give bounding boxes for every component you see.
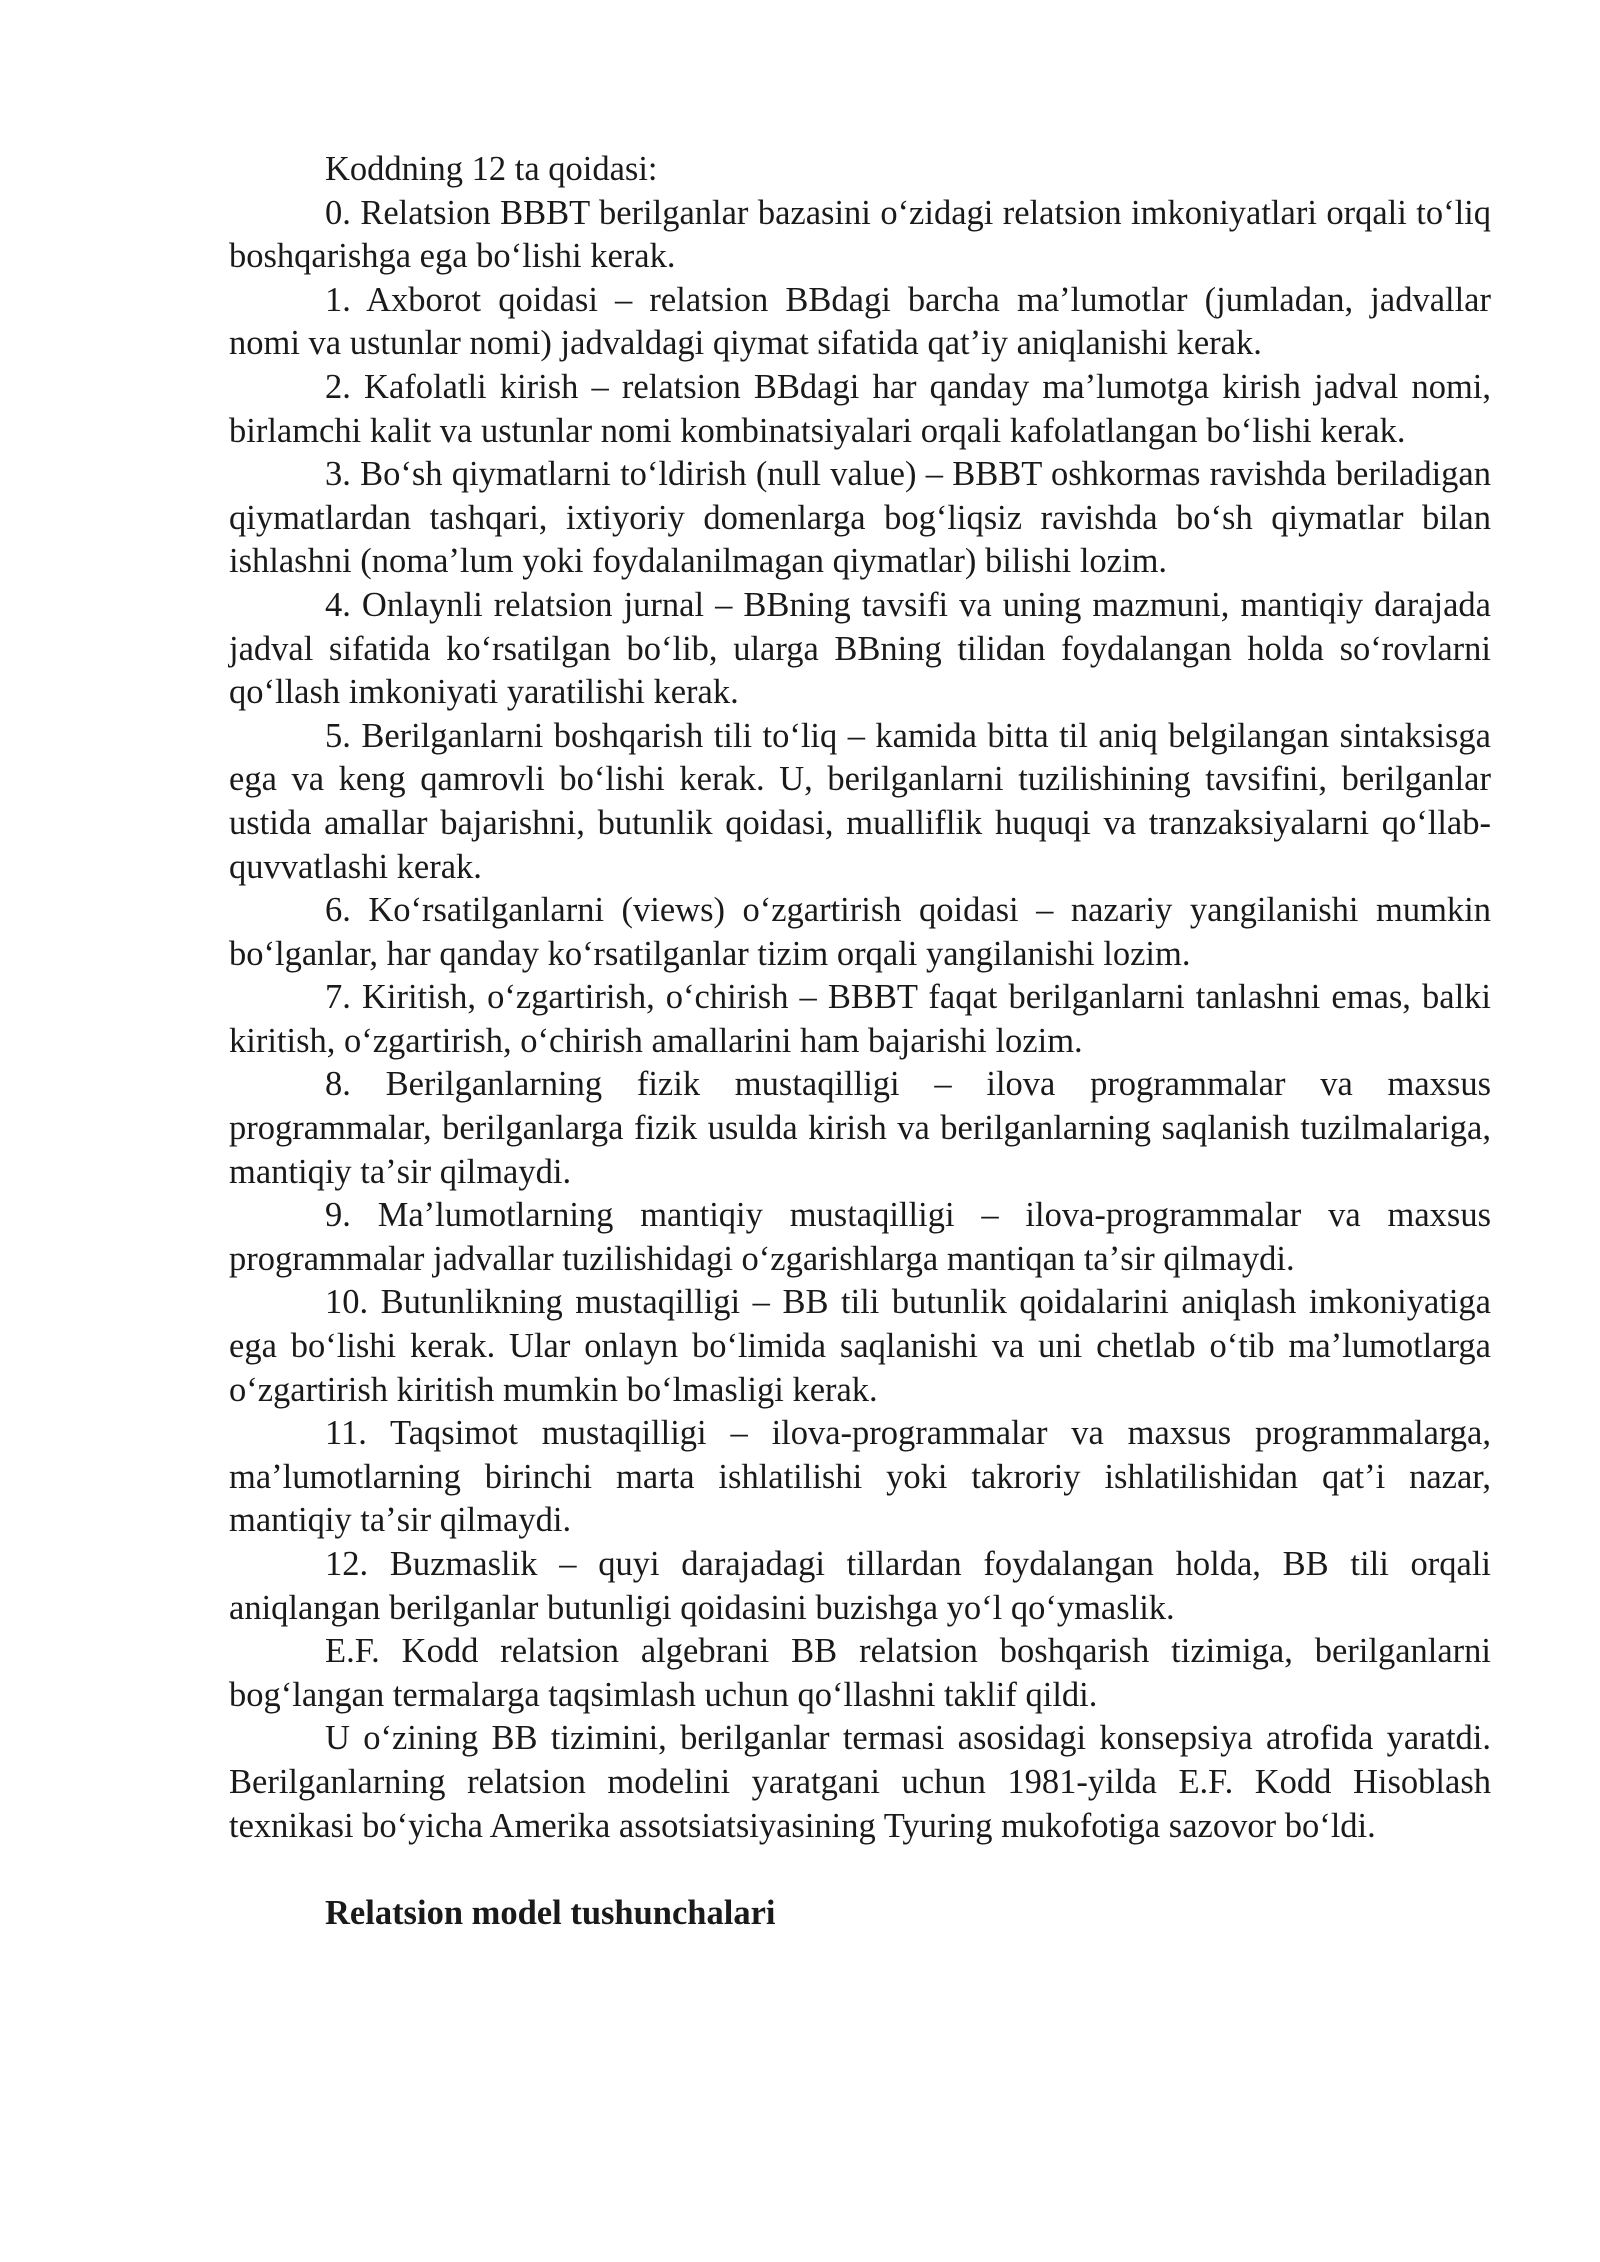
rule-6-paragraph: 6. Koʻrsatilganlarni (views) oʻzgartirish qoidasi – nazariy yangilanishi mumkin boʻlganlar, har qanday koʻrsatilganlar tizim orqali yangilanishi lozim. — [229, 891, 1491, 973]
rule-12-paragraph: 12. Buzmaslik – quyi darajadagi tillardan foydalangan holda, BB tili orqali aniqlangan berilganlar butunligi qoidasini buzishga yoʻl qoʻymaslik. — [229, 1545, 1491, 1627]
rule-4-paragraph: 4. Onlaynli relatsion jurnal – BBning tavsifi va uning mazmuni, mantiqiy darajada jadval sifatida koʻrsatilgan boʻlib, ularga BBning tilidan foydalangan holda soʻrovlarni qoʻllash imkoniyati yaratilishi kerak. — [229, 585, 1491, 712]
kodd-algebra-paragraph: E.F. Kodd relatsion algebrani BB relatsion boshqarish tizimiga, berilganlarni bogʻlangan termalarga taqsimlash uchun qoʻllashni taklif qildi. — [229, 1632, 1491, 1714]
rule-2-paragraph: 2. Kafolatli kirish – relatsion BBdagi har qanday maʼlumotga kirish jadval nomi, birlamchi kalit va ustunlar nomi kombinatsiyalari orqali kafolatlangan boʻlishi kerak. — [229, 367, 1491, 450]
rule-8-paragraph: 8. Berilganlarning fizik mustaqilligi – ilova programmalar va maxsus programmalar, berilganlarga fizik usulda kirish va berilganlarning saqlanish tuzilmalariga, mantiqiy taʼsir qilmaydi. — [229, 1065, 1491, 1191]
rule-11-paragraph: 11. Taqsimot mustaqilligi – ilova-programmalar va maxsus programmalarga, maʼlumotlarning birinchi marta ishlatilishi yoki takroriy ishlatilishidan qatʼi nazar, mantiqiy taʼsir qilmaydi. — [229, 1414, 1491, 1540]
intro-line: Koddning 12 ta qoidasi: — [325, 150, 658, 188]
rule-7-paragraph: 7. Kiritish, oʻzgartirish, oʻchirish – BBBT faqat berilganlarni tanlashni emas, balki kiritish, oʻzgartirish, oʻchirish amallarini ham bajarishi lozim. — [229, 978, 1491, 1060]
rule-5-paragraph: 5. Berilganlarni boshqarish tili toʻliq – kamida bitta til aniq belgilangan sintaksisga ega va keng qamrovli boʻlishi kerak. U, berilganlarni tuzilishining tavsifini, berilganlar ustida amallar bajarishni, butunlik qoidasi, mualliflik huquqi va tranzaksiyalarni qoʻllab-quvvatlashi kerak. — [229, 716, 1491, 886]
section-heading: Relatsion model tushunchalari — [325, 1893, 776, 1932]
rule-9-paragraph: 9. Maʼlumotlarning mantiqiy mustaqilligi – ilova-programmalar va maxsus programmalar jadvallar tuzilishidagi oʻzgarishlarga mantiqan taʼsir qilmaydi. — [229, 1196, 1491, 1278]
rule-0-paragraph: 0. Relatsion BBBT berilganlar bazasini oʻzidagi relatsion imkoniyatlari orqali toʻliq boshqarishga ega boʻlishi kerak. — [229, 193, 1491, 276]
rule-10-paragraph: 10. Butunlikning mustaqilligi – BB tili butunlik qoidalarini aniqlash imkoniyatiga ega boʻlishi kerak. Ular onlayn boʻlimida saqlanishi va uni chetlab oʻtib maʼlumotlarga oʻzgartirish kiritish mumkin boʻlmasligi kerak. — [229, 1283, 1491, 1409]
rule-1-paragraph: 1. Axborot qoidasi – relatsion BBdagi barcha maʼlumotlar (jumladan, jadvallar nomi va ustunlar nomi) jadvaldagi qiymat sifatida qatʼiy aniqlanishi kerak. — [229, 280, 1491, 363]
document-page — [229, 148, 1491, 1935]
section-spacer — [229, 1848, 1491, 1892]
rule-3-paragraph: 3. Boʻsh qiymatlarni toʻldirish (null value) – BBBT oshkormas ravishda beriladigan qiymatlardan tashqari, ixtiyoriy domenlarga bogʻliqsiz ravishda boʻsh qiymatlar bilan ishlashni (nomaʼlum yoki foydalanilmagan qiymatlar) bilishi lozim. — [229, 455, 1491, 581]
kodd-award-paragraph: U oʻzining BB tizimini, berilganlar termasi asosidagi konsepsiya atrofida yaratdi. Berilganlarning relatsion modelini yaratgani uchun 1981-yilda E.F. Kodd Hisoblash texnikasi boʻyicha Amerika assotsiatsiyasining Tyuring mukofotiga sazovor boʻldi. — [229, 1719, 1491, 1845]
